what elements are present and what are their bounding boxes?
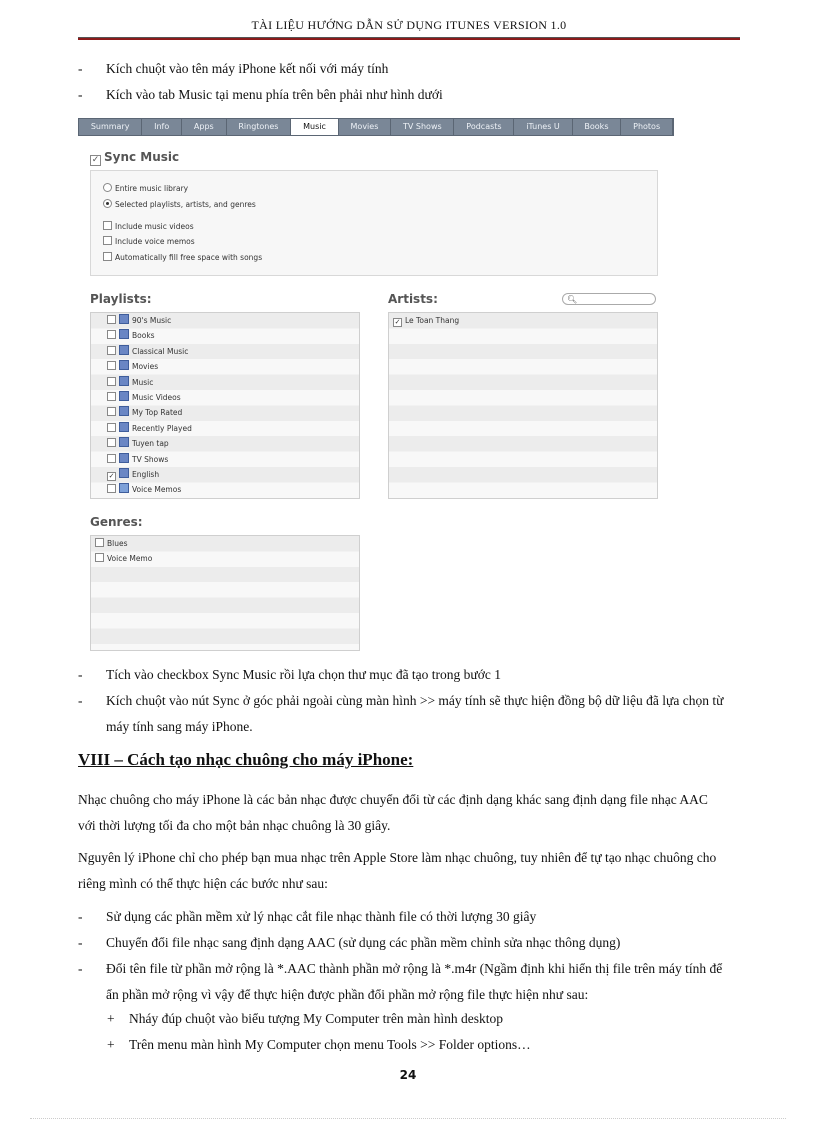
list-item[interactable] — [91, 344, 359, 359]
option-label: Entire music library — [115, 184, 189, 193]
playlist-name: Movies — [132, 362, 159, 372]
tab-music[interactable]: Music — [291, 119, 338, 135]
bullet-dash: - — [78, 87, 83, 102]
list-item[interactable] — [389, 313, 657, 328]
header-rule — [78, 37, 740, 40]
bullet-plus: + — [107, 1011, 115, 1026]
checkbox-icon — [107, 346, 116, 355]
playlist-name: TV Shows — [132, 454, 169, 464]
sub-list-item-text: Trên menu màn hình My Computer chọn menu Tools >> Folder options… — [129, 1037, 531, 1052]
bullet-dash: - — [78, 693, 83, 708]
list-item-text: Kích vào tab Music tại menu phía trên bên phải như hình dưới — [106, 87, 443, 102]
itunes-screenshot — [78, 118, 678, 652]
list-item[interactable] — [91, 359, 359, 374]
artist-search-input[interactable] — [562, 293, 656, 305]
playlist-icon — [119, 453, 129, 463]
option-label: Include music videos — [115, 222, 194, 231]
checkbox-icon — [107, 315, 116, 324]
checkbox-icon — [103, 236, 112, 245]
list-item[interactable] — [91, 328, 359, 343]
list-item-text: Chuyển đổi file nhạc sang định dạng AAC (sử dụng các phần mềm chỉnh sửa nhạc thông dụng) — [106, 935, 621, 950]
page-header: TÀI LIỆU HƯỚNG DẪN SỬ DỤNG ITUNES VERSION 1.0 — [251, 18, 567, 32]
voice-memo-icon — [119, 483, 129, 493]
bullet-plus: + — [107, 1037, 115, 1052]
list-item[interactable] — [91, 390, 359, 405]
list-item[interactable] — [91, 375, 359, 390]
playlist-icon — [119, 437, 129, 447]
list-item[interactable] — [91, 551, 359, 566]
checkbox-icon — [107, 407, 116, 416]
radio-entire-library[interactable] — [103, 183, 188, 193]
list-item — [78, 904, 728, 930]
tab-podcasts[interactable]: Podcasts — [454, 119, 514, 135]
playlist-name: Voice Memos — [132, 485, 182, 495]
sync-options-panel — [90, 170, 658, 276]
checkbox-icon — [95, 553, 104, 562]
tab-tv-shows[interactable]: TV Shows — [391, 119, 454, 135]
list-item[interactable] — [91, 405, 359, 420]
list-item — [78, 956, 728, 1008]
genres-label: Genres: — [90, 515, 143, 529]
checkmark-icon: ✓ — [394, 318, 401, 326]
genre-name: Blues — [107, 539, 128, 548]
artists-label: Artists: — [388, 292, 438, 306]
checkbox-icon — [103, 221, 112, 230]
artist-name: Le Toan Thang — [405, 316, 460, 325]
section-heading: VIII – Cách tạo nhạc chuông cho máy iPhone: — [78, 750, 414, 769]
list-item — [78, 82, 728, 108]
bullet-dash: - — [78, 961, 83, 976]
playlist-name: English — [132, 469, 160, 479]
list-item-text: Đổi tên file từ phần mở rộng là *.AAC thành phần mở rộng là *.m4r (Ngầm định khi hiển thị file trên máy tính để ẩn phần mở rộng vì vậy để thực hiện được phần đổi phần mở rộng file thực hiện như sau: — [106, 961, 723, 1002]
playlist-name: Tuyen tap — [132, 439, 169, 449]
list-item[interactable] — [91, 421, 359, 436]
checkbox-icon — [95, 538, 104, 547]
list-item-text: Sử dụng các phần mềm xử lý nhạc cắt file nhạc thành file có thời lượng 30 giây — [106, 909, 537, 924]
sub-list-item — [107, 1032, 727, 1058]
list-item-text: Tích vào checkbox Sync Music rồi lựa chọn thư mục đã tạo trong bước 1 — [106, 667, 501, 682]
checkbox-auto-fill[interactable] — [103, 252, 262, 262]
option-label: Selected playlists, artists, and genres — [115, 200, 256, 209]
list-item[interactable] — [91, 452, 359, 467]
playlist-icon — [119, 376, 129, 386]
tab-apps[interactable]: Apps — [182, 119, 226, 135]
playlist-icon — [119, 314, 129, 324]
bullet-dash: - — [78, 667, 83, 682]
list-item[interactable] — [91, 536, 359, 551]
list-item[interactable] — [91, 467, 359, 482]
list-item[interactable] — [91, 313, 359, 328]
paragraph: Nhạc chuông cho máy iPhone là các bản nhạc được chuyển đổi từ các định dạng khác sang định dạng file nhạc AAC với thời lượng tối đa cho một bản nhạc chuông là 30 giây. — [78, 792, 708, 833]
checkmark-icon: ✓ — [108, 471, 115, 480]
genres-list — [90, 535, 360, 651]
tab-movies[interactable]: Movies — [339, 119, 391, 135]
tab-summary[interactable]: Summary — [79, 119, 142, 135]
list-item-text: Kích chuột vào nút Sync ở góc phải ngoài cùng màn hình >> máy tính sẽ thực hiện đồng bộ dữ liệu đã lựa chọn từ máy tính sang máy iPhone. — [106, 693, 724, 734]
checkbox-icon — [103, 252, 112, 261]
artists-list — [388, 312, 658, 499]
playlist-icon — [119, 406, 129, 416]
tab-info[interactable]: Info — [142, 119, 182, 135]
playlist-name: Books — [132, 331, 155, 341]
list-item-text: Kích chuột vào tên máy iPhone kết nối với máy tính — [106, 61, 389, 76]
paragraph: Nguyên lý iPhone chỉ cho phép bạn mua nhạc trên Apple Store làm nhạc chuông, tuy nhiên để tự tạo nhạc chuông cho riêng mình có thể thực hiện các bước như sau: — [78, 850, 717, 891]
list-item — [78, 56, 728, 82]
tab-photos[interactable]: Photos — [621, 119, 673, 135]
playlist-name: My Top Rated — [132, 408, 183, 418]
bullet-dash: - — [78, 909, 83, 924]
tab-books[interactable]: Books — [573, 119, 622, 135]
sync-music-label: Sync Music — [104, 150, 180, 164]
playlist-name: Music — [132, 377, 154, 387]
playlist-icon — [119, 345, 129, 355]
checkbox-icon — [107, 377, 116, 386]
playlist-name: Classical Music — [132, 346, 189, 356]
sub-list-item-text: Nháy đúp chuột vào biểu tượng My Computer trên màn hình desktop — [129, 1011, 504, 1026]
list-item[interactable] — [91, 436, 359, 451]
checkbox-icon — [107, 423, 116, 432]
sub-list-item — [107, 1006, 727, 1032]
playlist-name: 90's Music — [132, 316, 172, 325]
bullet-dash: - — [78, 61, 83, 76]
genre-name: Voice Memo — [107, 554, 153, 564]
page-number: 24 — [399, 1068, 417, 1082]
bullet-dash: - — [78, 935, 83, 950]
radio-icon — [103, 183, 112, 192]
playlist-icon — [119, 468, 129, 478]
playlists-list — [90, 312, 360, 499]
playlist-icon — [119, 360, 129, 370]
tab-itunes-u[interactable]: iTunes U — [514, 119, 572, 135]
checkbox-icon — [107, 392, 116, 401]
checkbox-icon — [107, 438, 116, 447]
radio-selected-icon — [103, 199, 112, 208]
list-item[interactable] — [91, 482, 359, 497]
playlist-icon — [119, 422, 129, 432]
list-item — [78, 688, 728, 740]
checkmark-icon: ✓ — [91, 155, 100, 165]
list-item — [78, 662, 728, 688]
playlists-label: Playlists: — [90, 292, 152, 306]
list-item — [78, 930, 728, 956]
checkbox-icon — [107, 330, 116, 339]
playlist-icon — [119, 329, 129, 339]
tab-ringtones[interactable]: Ringtones — [227, 119, 292, 135]
itunes-tab-bar — [78, 118, 674, 136]
checkbox-include-videos[interactable] — [103, 221, 194, 231]
sync-music-checkbox[interactable] — [90, 150, 179, 166]
playlist-name: Music Videos — [132, 392, 181, 402]
checkbox-icon — [107, 484, 116, 493]
search-icon: 🔍︎ — [567, 295, 578, 304]
option-label: Include voice memos — [115, 237, 195, 246]
option-label: Automatically fill free space with songs — [115, 253, 263, 262]
checkbox-icon — [107, 361, 116, 370]
checkbox-icon — [107, 454, 116, 463]
checkbox-include-memos[interactable] — [103, 236, 195, 246]
playlist-name: Recently Played — [132, 423, 192, 433]
bottom-rule — [30, 1118, 786, 1119]
radio-selected[interactable] — [103, 199, 256, 209]
playlist-icon — [119, 391, 129, 401]
